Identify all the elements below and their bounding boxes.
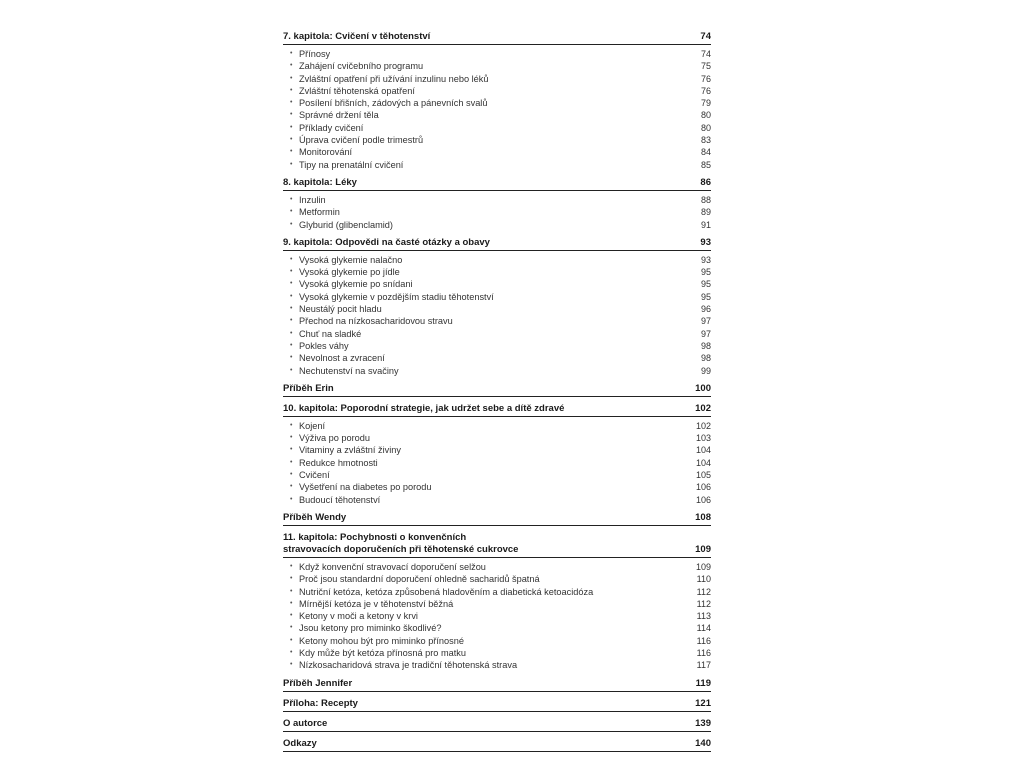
entry-label: • Tipy na prenatální cvičení <box>299 159 404 170</box>
entry-label: • Vysoká glykemie po jídle <box>299 267 400 278</box>
toc-entry[interactable] <box>283 60 711 72</box>
toc-entry[interactable] <box>283 432 711 444</box>
entry-page-number: 116 <box>696 647 711 658</box>
entry-page-number: 80 <box>700 110 711 121</box>
toc-entry[interactable] <box>283 659 711 671</box>
chapter-page-number: 93 <box>700 236 711 248</box>
toc-entry[interactable] <box>283 635 711 647</box>
entry-label: • Úprava cvičení podle trimestrů <box>299 135 424 146</box>
entry-label: • Správné držení těla <box>299 110 379 121</box>
entry-label: • Cvičení <box>299 470 330 481</box>
chapter-page-number: 109 <box>695 543 711 555</box>
chapter-page-number: 140 <box>695 737 711 749</box>
toc-section <box>283 403 711 506</box>
chapter-title-line: stravovacích doporučeních při těhotenské cukrovce <box>283 543 519 555</box>
toc-entry[interactable] <box>283 365 711 377</box>
entry-page-number: 95 <box>700 291 711 302</box>
toc-entry[interactable] <box>283 610 711 622</box>
table-of-contents <box>283 31 711 758</box>
toc-entry[interactable] <box>283 254 711 266</box>
toc-entry[interactable] <box>283 278 711 290</box>
entry-label: • Neustálý pocit hladu <box>299 304 382 315</box>
toc-section <box>283 383 711 397</box>
toc-section <box>283 698 711 712</box>
entry-page-number: 95 <box>700 279 711 290</box>
entry-page-number: 117 <box>696 660 711 671</box>
toc-entry[interactable] <box>283 561 711 573</box>
toc-entry[interactable] <box>283 352 711 364</box>
entry-label: • Ketony v moči a ketony v krvi <box>299 611 418 622</box>
chapter-title-line: 7. kapitola: Cvičení v těhotenství <box>283 31 431 42</box>
chapter-heading[interactable] <box>283 738 711 752</box>
entry-page-number: 89 <box>700 207 711 218</box>
toc-section <box>283 177 711 231</box>
chapter-title-line: Odkazy <box>283 737 317 749</box>
toc-section <box>283 532 711 672</box>
entry-page-number: 106 <box>695 482 711 493</box>
entry-page-number: 104 <box>695 445 711 456</box>
toc-entry[interactable] <box>283 219 711 231</box>
toc-entry[interactable] <box>283 73 711 85</box>
chapter-title-line: Příloha: Recepty <box>283 697 358 709</box>
toc-entry[interactable] <box>283 457 711 469</box>
chapter-heading[interactable] <box>283 718 711 732</box>
entry-label: • Vysoká glykemie po snídani <box>299 279 413 290</box>
toc-section <box>283 31 711 171</box>
toc-entry[interactable] <box>283 481 711 493</box>
entry-label: • Chuť na sladké <box>299 328 362 339</box>
entry-page-number: 114 <box>696 623 711 634</box>
chapter-title-line: 8. kapitola: Léky <box>283 176 357 188</box>
chapter-heading[interactable] <box>283 177 711 191</box>
toc-entry[interactable] <box>283 340 711 352</box>
chapter-heading[interactable] <box>283 403 711 417</box>
entry-page-number: 79 <box>700 98 711 109</box>
toc-entry[interactable] <box>283 622 711 634</box>
entry-page-number: 112 <box>696 586 711 597</box>
toc-entry[interactable] <box>283 598 711 610</box>
toc-entry[interactable] <box>283 647 711 659</box>
chapter-title <box>283 698 358 710</box>
entry-page-number: 76 <box>700 85 711 96</box>
chapter-heading[interactable] <box>283 237 711 251</box>
entry-label: • Jsou ketony pro miminko škodlivé? <box>299 623 442 634</box>
entry-page-number: 88 <box>700 194 711 205</box>
entry-page-number: 112 <box>696 598 711 609</box>
chapter-heading[interactable] <box>283 512 711 526</box>
chapter-page-number: 102 <box>695 402 711 414</box>
entry-page-number: 74 <box>700 49 711 59</box>
entry-page-number: 109 <box>695 561 711 572</box>
toc-entry[interactable] <box>283 291 711 303</box>
toc-entry[interactable] <box>283 48 711 60</box>
toc-section <box>283 237 711 377</box>
entry-page-number: 104 <box>695 457 711 468</box>
entry-page-number: 96 <box>700 304 711 315</box>
toc-section <box>283 738 711 752</box>
entry-page-number: 97 <box>700 328 711 339</box>
entry-label: • Vitaminy a zvláštní živiny <box>299 445 401 456</box>
chapter-page-number: 121 <box>695 697 711 709</box>
chapter-title <box>283 237 490 249</box>
entry-label: • Nutriční ketóza, ketóza způsobená hladověním a diabetická ketoacidóza <box>299 586 594 597</box>
toc-entry[interactable] <box>283 134 711 146</box>
chapter-title <box>283 177 357 189</box>
chapter-title-line: O autorce <box>283 717 328 729</box>
entry-label: • Nevolnost a zvracení <box>299 353 385 364</box>
entry-label: • Nechutenství na svačiny <box>299 365 399 376</box>
entry-page-number: 106 <box>695 494 711 505</box>
entry-label: • Když konvenční stravovací doporučení selžou <box>299 561 486 572</box>
chapter-page-number: 86 <box>700 176 711 188</box>
entry-label: • Monitorování <box>299 147 353 158</box>
toc-entry[interactable] <box>283 315 711 327</box>
entry-label: • Metformin <box>299 207 340 218</box>
entry-label: • Přínosy <box>299 49 331 59</box>
entry-label: • Kojení <box>299 420 326 431</box>
entry-page-number: 85 <box>700 159 711 170</box>
chapter-title <box>283 532 518 556</box>
chapter-title-line: 10. kapitola: Poporodní strategie, jak udržet sebe a dítě zdravé <box>283 402 565 414</box>
entry-page-number: 99 <box>700 365 711 376</box>
chapter-title-line: 11. kapitola: Pochybnosti o konvenčních <box>283 531 467 543</box>
chapter-title <box>283 403 564 415</box>
entry-label: • Inzulin <box>299 194 326 205</box>
entry-label: • Budoucí těhotenství <box>299 494 381 505</box>
entry-page-number: 75 <box>700 61 711 72</box>
entry-page-number: 97 <box>700 316 711 327</box>
chapter-page-number: 119 <box>695 677 711 689</box>
entry-page-number: 83 <box>700 135 711 146</box>
chapter-title-line: Příběh Erin <box>283 382 334 394</box>
chapter-heading[interactable] <box>283 383 711 397</box>
entry-label: • Příklady cvičení <box>299 122 364 133</box>
toc-section <box>283 718 711 732</box>
entry-label: • Nízkosacharidová strava je tradiční těhotenská strava <box>299 660 518 671</box>
toc-entry[interactable] <box>283 146 711 158</box>
toc-entry[interactable] <box>283 159 711 171</box>
entry-label: • Redukce hmotnosti <box>299 457 378 468</box>
toc-entry[interactable] <box>283 494 711 506</box>
toc-entry[interactable] <box>283 109 711 121</box>
entry-label: • Glyburid (glibenclamid) <box>299 219 393 230</box>
toc-entry[interactable] <box>283 420 711 432</box>
toc-entry[interactable] <box>283 266 711 278</box>
chapter-title-line: Příběh Jennifer <box>283 677 353 689</box>
toc-entry[interactable] <box>283 469 711 481</box>
entry-page-number: 102 <box>695 420 711 431</box>
toc-entry[interactable] <box>283 194 711 206</box>
entry-label: • Zahájení cvičebního programu <box>299 61 424 72</box>
toc-entry[interactable] <box>283 122 711 134</box>
entry-label: • Vyšetření na diabetes po porodu <box>299 482 432 493</box>
entry-page-number: 116 <box>696 635 711 646</box>
chapter-heading[interactable] <box>283 698 711 712</box>
entry-page-number: 110 <box>696 574 711 585</box>
entry-label: • Přechod na nízkosacharidovou stravu <box>299 316 453 327</box>
entry-label: • Vysoká glykemie v pozdějším stadiu těhotenství <box>299 291 494 302</box>
toc-entry[interactable] <box>283 85 711 97</box>
chapter-title <box>283 718 327 730</box>
chapter-page-number: 108 <box>695 511 711 523</box>
entry-page-number: 98 <box>700 340 711 351</box>
entry-page-number: 98 <box>700 353 711 364</box>
chapter-title-line: 9. kapitola: Odpovědi na časté otázky a obavy <box>283 236 490 248</box>
entry-label: • Pokles váhy <box>299 340 349 351</box>
entry-label: • Ketony mohou být pro miminko přínosné <box>299 635 464 646</box>
entry-page-number: 91 <box>700 219 711 230</box>
entry-page-number: 103 <box>695 433 711 444</box>
chapter-title <box>283 31 430 43</box>
entry-label: • Vysoká glykemie nalačno <box>299 254 403 265</box>
chapter-title <box>283 678 352 690</box>
toc-entry[interactable] <box>283 586 711 598</box>
chapter-title <box>283 383 334 395</box>
chapter-heading[interactable] <box>283 31 711 45</box>
chapter-heading[interactable] <box>283 532 711 558</box>
entry-page-number: 105 <box>695 470 711 481</box>
entry-label: • Výživa po porodu <box>299 433 370 444</box>
chapter-title <box>283 738 317 750</box>
toc-entry[interactable] <box>283 206 711 218</box>
toc-entry[interactable] <box>283 303 711 315</box>
entry-page-number: 95 <box>700 267 711 278</box>
toc-entry[interactable] <box>283 444 711 456</box>
chapter-page-number: 139 <box>695 717 711 729</box>
entry-page-number: 84 <box>700 147 711 158</box>
toc-entry[interactable] <box>283 97 711 109</box>
toc-section <box>283 678 711 692</box>
entry-label: • Kdy může být ketóza přínosná pro matku <box>299 647 466 658</box>
entry-label: • Zvláštní těhotenská opatření <box>299 85 415 96</box>
chapter-heading[interactable] <box>283 678 711 692</box>
entry-page-number: 80 <box>700 122 711 133</box>
entry-label: • Posílení břišních, zádových a pánevních svalů <box>299 98 488 109</box>
entry-page-number: 113 <box>696 611 711 622</box>
entry-page-number: 76 <box>700 73 711 84</box>
entry-label: • Mírnější ketóza je v těhotenství běžná <box>299 598 454 609</box>
chapter-page-number: 74 <box>700 31 711 42</box>
entry-label: • Zvláštní opatření při užívání inzulinu nebo léků <box>299 73 489 84</box>
entry-page-number: 93 <box>700 254 711 265</box>
toc-entry[interactable] <box>283 573 711 585</box>
entry-label: • Proč jsou standardní doporučení ohledně sacharidů špatná <box>299 574 540 585</box>
chapter-page-number: 100 <box>695 382 711 394</box>
chapter-title-line: Příběh Wendy <box>283 511 347 523</box>
toc-section <box>283 512 711 526</box>
toc-entry[interactable] <box>283 328 711 340</box>
chapter-title <box>283 512 346 524</box>
